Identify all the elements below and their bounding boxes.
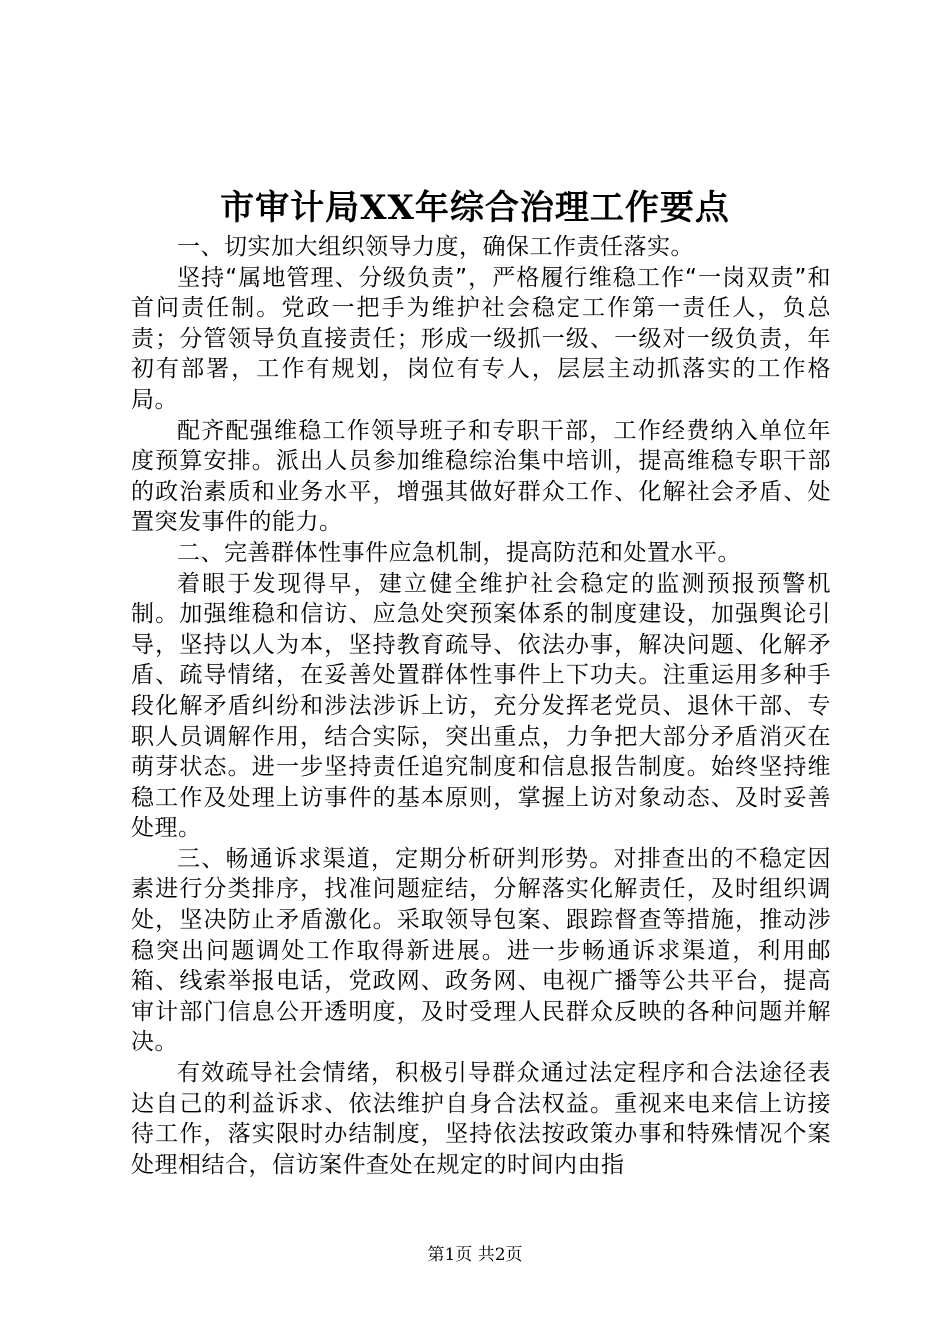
paragraph: 着眼于发现得早，建立健全维护社会稳定的监测预报预警机制。加强维稳和信访、应急处突预案体系的制度建设，加强舆论引导，坚持以人为本，坚持教育疏导、依法办事，解决问题、化解矛盾、疏导情绪，在妥善处置群体性事件上下功夫。注重运用多种手段化解矛盾纠纷和涉法涉诉上访，充分发挥老党员、退休干部、专职人员调解作用，结合实际，突出重点，力争把大部分矛盾消灭在萌芽状态。进一步坚持责任追究制度和信息报告制度。始终坚持维稳工作及处理上访事件的基本原则，掌握上访对象动态、及时妥善处理。 <box>131 570 831 842</box>
paragraph: 有效疏导社会情绪，积极引导群众通过法定程序和合法途径表达自己的利益诉求、依法维护自身合法权益。重视来电来信上访接待工作，落实限时办结制度，坚持依法按政策办事和特殊情况个案处理相结合，信访案件查处在规定的时间内由指 <box>131 1060 831 1178</box>
paragraph: 配齐配强维稳工作领导班子和专职干部，工作经费纳入单位年度预算安排。派出人员参加维稳综治集中培训，提高维稳专职干部的政治素质和业务水平，增强其做好群众工作、化解社会矛盾、处置突发事件的能力。 <box>131 417 831 536</box>
section-heading-3: 三、畅通诉求渠道，定期分析研判形势。对排查出的不稳定因素进行分类排序，找准问题症结，分解落实化解责任，及时组织调处，坚决防止矛盾激化。采取领导包案、跟踪督查等措施，推动涉稳突出问题调处工作取得新进展。进一步畅通诉求渠道，利用邮箱、线索举报电话，党政网、政务网、电视广播等公共平台，提高审计部门信息公开透明度，及时受理人民群众反映的各种问题并解决。 <box>131 845 831 1056</box>
section-heading-1: 一、切实加大组织领导力度，确保工作责任落实。 <box>177 234 694 260</box>
page-number: 第1页 共2页 <box>427 1245 523 1265</box>
document-body <box>131 232 831 1180</box>
paragraph: 坚持“属地管理、分级负责”，严格履行维稳工作“一岗双责”和首问责任制。党政一把手为维护社会稳定工作第一责任人，负总责；分管领导负直接责任；形成一级抓一级、一级对一级负责，年初有部署，工作有规划，岗位有专人，层层主动抓落实的工作格局。 <box>131 264 831 413</box>
document-title: 市审计局XX年综合治理工作要点 <box>220 188 730 228</box>
section-heading-2: 二、完善群体性事件应急机制，提高防范和处置水平。 <box>177 539 741 566</box>
